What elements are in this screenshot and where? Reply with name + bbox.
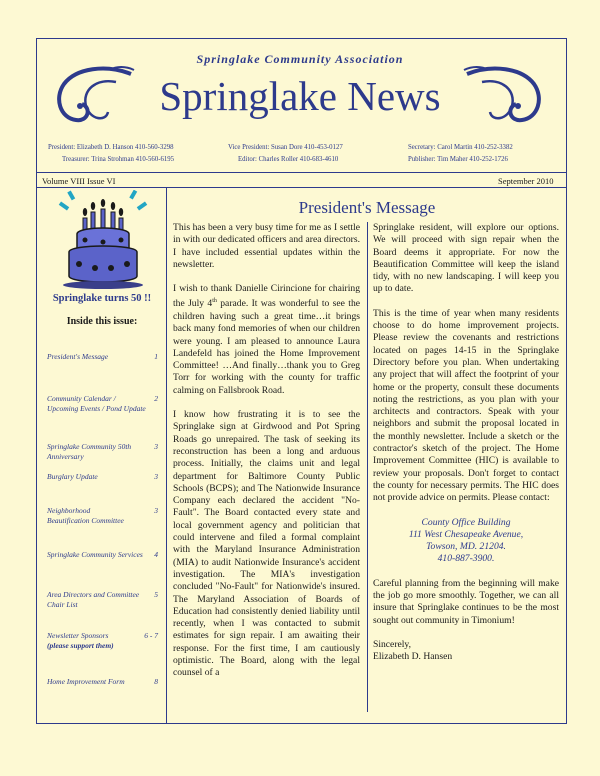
toc-item[interactable] xyxy=(47,677,158,687)
toc-item-page: 4 xyxy=(154,550,158,559)
article-paragraph: This has been a very busy time for me as I settle in with our dedicated officers and area directors. I have included essential updates within the newsletter. xyxy=(173,222,360,270)
sidebar xyxy=(37,188,167,723)
toc-item[interactable] xyxy=(47,550,158,560)
toc-item-label: Springlake Community Services xyxy=(47,550,143,559)
toc-item[interactable] xyxy=(47,442,158,461)
column-divider xyxy=(367,222,368,712)
article-paragraph: Springlake resident, will explore our options. We will proceed with sign repair when the Board deems it appropriate. For now the Beautification Committee will keep the island tidy, with no new landscaping. I will keep you up to date. xyxy=(373,222,559,295)
county-office-address: County Office Building 111 West Chesapeake Avenue, Towson, MD. 21204. 410-887-3900. xyxy=(408,516,524,565)
article-paragraph: This is the time of year when many residents choose to do home improvement projects. Please review the covenants and restrictions located on pages 14-15 in the Springlake Directory before you plan. When undertaking any project that will affect the footprint of your home or the property, consult these documents noting the restrictions, as you plan with your architects and contractors. Speak with your neighbors and submit the proposal located in the monthly newsletter. Include a sketch or the contractor's sketch of the project. The Home Improvement Committee (HIC) is available to review your proposals. Don't forget to contact the county for necessary permits. The HIC does not provide advice on permits. Please contact: xyxy=(373,307,559,504)
article-column-right xyxy=(373,222,559,664)
officer-president: President: Elizabeth D. Hanson 410-560-3298 xyxy=(48,144,174,151)
toc-item-label: Community Calendar / Upcoming Events / Pond Update xyxy=(47,394,146,413)
signature: Elizabeth D. Hansen xyxy=(373,651,453,663)
closing: Sincerely, xyxy=(373,638,412,650)
toc-item[interactable] xyxy=(47,631,162,650)
officer-treasurer: Treasurer: Trina Strohman 410-560-6195 xyxy=(62,156,175,163)
issue-volume: Volume VIII Issue VI xyxy=(42,176,116,186)
officer-secretary: Secretary: Carol Martin 410-252-3382 xyxy=(408,144,513,151)
toc-item-note: (please support them) xyxy=(47,640,114,650)
toc-item-label: President's Message xyxy=(47,352,109,361)
officer-vice-president: Vice President: Susan Dore 410-453-0127 xyxy=(228,144,343,151)
toc-item-label: Springlake Community 50th Anniversary xyxy=(47,442,132,461)
officer-editor: Editor: Charles Roller 410-683-4610 xyxy=(238,156,339,163)
toc-item-page: 6 - 7 xyxy=(144,631,158,640)
toc-item-page: 3 xyxy=(154,506,158,515)
toc-item-page: 8 xyxy=(154,677,158,686)
toc-item-page: 3 xyxy=(154,472,158,481)
article-paragraph: I know how frustrating it is to see the Springlake sign at Girdwood and Pot Spring Roads go unrepaired. The task of seeking its reconstruction has been a long and arduous process. Initially, the claims unit and legal department for Baltimore County Public Schools (BCPS); and The Nationwide Insurance Company each declared the accident "No-Fault". The Board contacted every state and local government agency and politician that could intervene and filed a formal complaint with the Maryland Insurance Administration (MIA) to audit Nationwide Insurance's accident investigation. The MIA's investigation concluded "No-Fault" for Nationwide's insured. The Maryland Association of Boards of Education had consistently denied liability until recently, when I was contacted to submit estimates for sign repair. I am awaiting their response. For the first time, I am cautiously optimistic. The Board, along with the legal counsel of a xyxy=(173,409,360,679)
toc-item[interactable] xyxy=(47,506,158,525)
newsletter-title: Springlake News xyxy=(159,73,441,119)
toc-item-label: Area Directors and Committee Chair List xyxy=(47,590,140,609)
officer-publisher: Publisher: Tim Maher 410-252-1726 xyxy=(408,156,508,163)
toc-item-page: 3 xyxy=(154,442,158,451)
toc-item[interactable] xyxy=(47,590,158,609)
article-paragraph: I wish to thank Danielle Cirincione for chairing the July 4th parade. It was wonderful to see the children having such a great time…it brings back many fond memories of when our children were young. I am pleased to announce Laura Landefeld has joined the Home Improvement Committee! …And finally…thank you to Greg Torr for working with the county for traffic calming on Fallsbrook Road. xyxy=(173,283,360,396)
article-paragraph: Careful planning from the beginning will make the job go more smoothly. Together, we can all insure that Springlake continues to be the most sought out community in Timonium! xyxy=(373,577,559,626)
toc-item-page: 2 xyxy=(154,394,158,403)
toc-item[interactable] xyxy=(47,352,162,362)
toc-item-page: 1 xyxy=(154,352,158,361)
article-title: President's Message xyxy=(298,198,436,217)
toc-item-label: Burglary Update xyxy=(47,472,98,481)
toc-item-label: Neighborhood Beautification Committee xyxy=(47,506,124,525)
article-column-left xyxy=(173,222,360,692)
toc-item-page: 5 xyxy=(154,590,158,599)
toc-item[interactable] xyxy=(47,394,158,413)
toc-item-label: Newsletter Sponsors xyxy=(47,631,109,640)
toc-item[interactable] xyxy=(47,472,162,482)
header-rule-top xyxy=(37,172,566,173)
association-name: Springlake Community Association xyxy=(196,52,404,66)
birthday-cake-icon xyxy=(57,190,149,290)
anniversary-callout: Springlake turns 50 !! xyxy=(52,293,152,304)
issue-date: September 2010 xyxy=(498,176,554,186)
toc-item-label: Home Improvement Form xyxy=(47,677,125,686)
toc-heading: Inside this issue: xyxy=(66,316,138,327)
